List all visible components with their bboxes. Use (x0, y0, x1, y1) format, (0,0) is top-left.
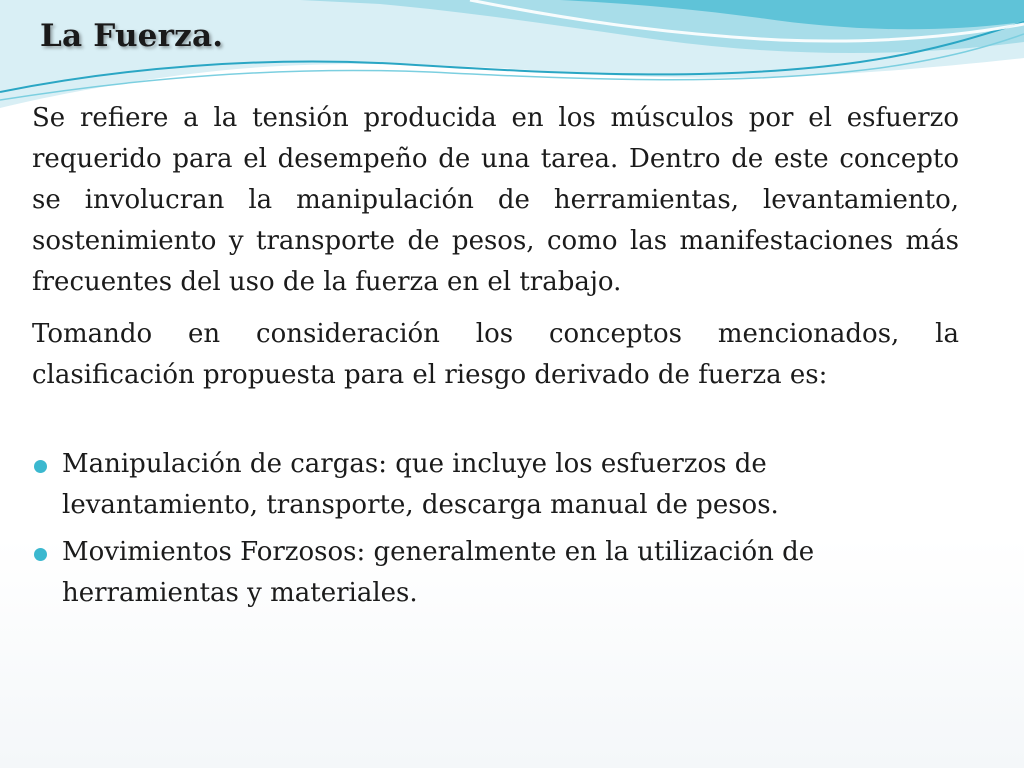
slide-title: La Fuerza. (40, 18, 224, 54)
bullet-dot-icon (34, 548, 47, 561)
bullet-item (32, 532, 959, 614)
bullet-list (32, 444, 959, 614)
slide-body (32, 98, 959, 620)
bullet-dot-icon (34, 460, 47, 473)
bullet-text: Movimientos Forzosos: generalmente en la utilización de herramientas y materiales. (62, 537, 815, 608)
bullet-text: Manipulación de cargas: que incluye los esfuerzos de levantamiento, transporte, descarga manual de pesos. (62, 449, 779, 520)
body-paragraph: Se refiere a la tensión producida en los músculos por el esfuerzo requerido para el desempeño de una tarea. Dentro de este concepto se involucran la manipulación de herramientas, levantamiento, sostenimiento y transporte de pesos, como las manifestaciones más frecuentes del uso de la fuerza en el trabajo. (32, 103, 959, 297)
body-paragraph: Tomando en consideración los conceptos mencionados, la clasificación propuesta para el riesgo derivado de fuerza es: (32, 319, 959, 390)
bullet-item (32, 444, 959, 526)
